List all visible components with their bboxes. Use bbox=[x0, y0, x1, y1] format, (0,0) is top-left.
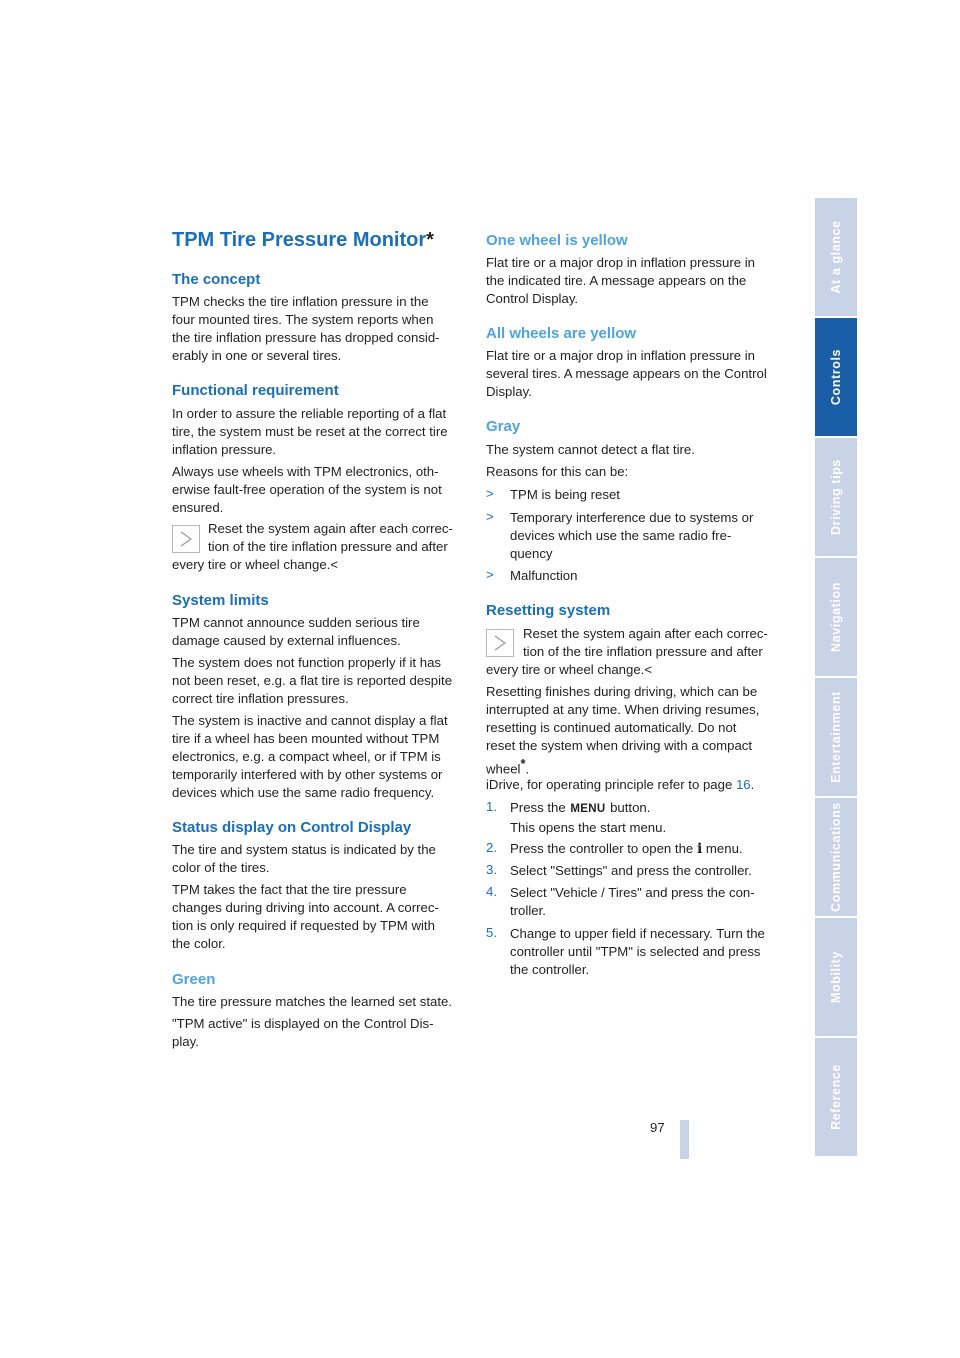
resetting-note-line-1: Reset the system again after each correc- bbox=[523, 626, 768, 641]
note-arrow-icon bbox=[486, 629, 514, 657]
step-number-3: 3. bbox=[486, 862, 497, 877]
optional-equipment-star: * bbox=[426, 229, 434, 251]
resetting-note-line-3: every tire or wheel change.< bbox=[486, 662, 653, 677]
heading-the-concept: The concept bbox=[172, 271, 261, 288]
page-title: TPM Tire Pressure Monitor* bbox=[172, 229, 434, 251]
functional-note-line-1: Reset the system again after each correc- bbox=[208, 521, 453, 536]
step-4: Select "Vehicle / Tires" and press the con- troller. bbox=[510, 885, 755, 918]
resetting-paragraph-2: iDrive, for operating principle refer to page 16. bbox=[486, 777, 755, 792]
bullet-marker: > bbox=[486, 509, 494, 524]
note-arrow-icon bbox=[172, 525, 200, 553]
bullet-marker: > bbox=[486, 486, 494, 501]
functional-paragraph-2: Always use wheels with TPM electronics, oth- erwise fault-free operation of the system is not ensured. bbox=[172, 464, 442, 515]
tab-communications[interactable]: Communications bbox=[815, 798, 857, 916]
gray-paragraph-1: The system cannot detect a flat tire. bbox=[486, 442, 695, 457]
tab-entertainment[interactable]: Entertainment bbox=[815, 678, 857, 796]
tab-navigation[interactable]: Navigation bbox=[815, 558, 857, 676]
gray-paragraph-2: Reasons for this can be: bbox=[486, 464, 629, 479]
heading-one-wheel-yellow: One wheel is yellow bbox=[486, 232, 628, 249]
menu-button-icon: MENU bbox=[570, 803, 606, 815]
status-paragraph-2: TPM takes the fact that the tire pressure changes during driving into account. A correc- tion is only required if requested by TPM with the color. bbox=[172, 882, 439, 951]
tab-at-a-glance[interactable]: At a glance bbox=[815, 198, 857, 316]
optional-equipment-star: * bbox=[520, 755, 526, 771]
step-number-4: 4. bbox=[486, 884, 497, 899]
gray-bullet-1: TPM is being reset bbox=[510, 487, 620, 502]
green-paragraph-1: The tire pressure matches the learned set state. bbox=[172, 994, 453, 1009]
one-yellow-paragraph: Flat tire or a major drop in inflation pressure in the indicated tire. A message appears on the Control Display. bbox=[486, 255, 755, 306]
functional-note-line-3: every tire or wheel change.< bbox=[172, 557, 339, 572]
heading-resetting-system: Resetting system bbox=[486, 602, 611, 619]
tab-mobility[interactable]: Mobility bbox=[815, 918, 857, 1036]
page-link[interactable]: 16 bbox=[735, 777, 751, 792]
tab-driving-tips[interactable]: Driving tips bbox=[815, 438, 857, 556]
limits-paragraph-1: TPM cannot announce sudden serious tire damage caused by external influences. bbox=[172, 615, 420, 648]
step-2: Press the controller to open the i menu. bbox=[510, 841, 743, 857]
status-paragraph-1: The tire and system status is indicated by the color of the tires. bbox=[172, 842, 436, 875]
tab-controls[interactable]: Controls bbox=[815, 318, 857, 436]
limits-paragraph-3: The system is inactive and cannot display a flat tire if a wheel has been mounted without TPM electronics, e.g. a compact wheel, or if TPM is temporarily interfered with by other systems or devices which use the same radio frequency. bbox=[172, 713, 448, 800]
page-number-bar bbox=[680, 1120, 689, 1159]
bullet-marker: > bbox=[486, 567, 494, 582]
step-number-5: 5. bbox=[486, 925, 497, 940]
heading-system-limits: System limits bbox=[172, 592, 269, 609]
limits-paragraph-2: The system does not function properly if it has not been reset, e.g. a flat tire is reported despite correct tire inflation pressures. bbox=[172, 655, 453, 706]
heading-functional-requirement: Functional requirement bbox=[172, 382, 339, 399]
functional-paragraph-1: In order to assure the reliable reporting of a flat tire, the system must be reset at the correct tire inflation pressure. bbox=[172, 406, 448, 457]
functional-note-line-2: tion of the tire inflation pressure and after bbox=[208, 539, 448, 554]
heading-status-display: Status display on Control Display bbox=[172, 819, 412, 836]
step-1: Press the MENU button. This opens the start menu. bbox=[510, 800, 667, 835]
resetting-paragraph-1: Resetting finishes during driving, which can be interrupted at any time. When driving resumes, resetting is continued automatically. Do not reset the system when driving with a compact wheel*. bbox=[486, 684, 760, 777]
heading-all-wheels-yellow: All wheels are yellow bbox=[486, 325, 637, 342]
gray-bullet-3: Malfunction bbox=[510, 568, 578, 583]
page-number: 97 bbox=[650, 1120, 665, 1135]
step-5: Change to upper field if necessary. Turn the controller until "TPM" is selected and press the controller. bbox=[510, 926, 765, 977]
concept-paragraph: TPM checks the tire inflation pressure in the four mounted tires. The system reports when the tire inflation pressure has dropped consid- erably in one or several tires. bbox=[172, 294, 440, 363]
step-3: Select "Settings" and press the controller. bbox=[510, 863, 752, 878]
green-paragraph-2: "TPM active" is displayed on the Control Dis- play. bbox=[172, 1016, 434, 1049]
gray-bullet-2: Temporary interference due to systems or devices which use the same radio fre- quency bbox=[510, 510, 754, 561]
resetting-note-line-2: tion of the tire inflation pressure and after bbox=[523, 644, 763, 659]
step-number-1: 1. bbox=[486, 799, 497, 814]
all-yellow-paragraph: Flat tire or a major drop in inflation pressure in several tires. A message appears on the Control Display. bbox=[486, 348, 767, 399]
info-icon: i bbox=[696, 841, 703, 857]
heading-gray: Gray bbox=[486, 418, 521, 435]
step-number-2: 2. bbox=[486, 840, 497, 855]
heading-green: Green bbox=[172, 971, 216, 988]
tab-reference[interactable]: Reference bbox=[815, 1038, 857, 1156]
